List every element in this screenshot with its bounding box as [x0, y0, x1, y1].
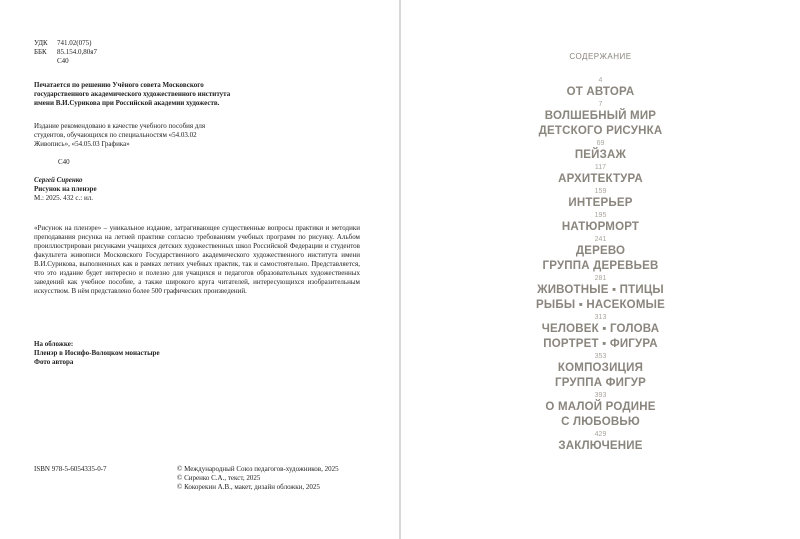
- author-name: Сергей Сиренко: [34, 176, 83, 184]
- author-code-repeat: С40: [58, 158, 70, 166]
- cover-label: На обложке:: [34, 340, 74, 348]
- toc-section-title: [401, 283, 800, 313]
- toc-page-number: 393: [594, 392, 607, 399]
- recommendation-note: Издание рекомендовано в качестве учебного пособия для студентов, обучающихся по специальностям «54.03.02 Живопись», «54.05.03 Графика»: [34, 122, 206, 148]
- udk-row: [34, 39, 97, 48]
- publication-decision: Печатается по решению Учёного совета Московского государственного академического художественного института имени В.И.Сурикова при Российской академии художеств.: [34, 81, 231, 107]
- toc-title-line: АРХИТЕКТУРА: [558, 173, 643, 185]
- toc-section-title: [401, 172, 800, 187]
- toc-page-number: 195: [594, 212, 607, 219]
- toc-page-number: 429: [594, 431, 607, 438]
- toc-section-title: [401, 439, 800, 454]
- toc-entry: [401, 391, 800, 430]
- toc-title-line: С ЛЮБОВЬЮ: [561, 416, 640, 428]
- toc-entry: [401, 352, 800, 391]
- udk-label: УДК: [34, 39, 48, 47]
- copyright-block: [177, 465, 377, 492]
- toc-page-number: 353: [594, 353, 607, 360]
- toc-section-title: [401, 361, 800, 391]
- cover-info: [34, 340, 234, 367]
- toc-title-line: ДЕТСКОГО РИСУНКА: [538, 125, 663, 137]
- toc-page-number: 4: [598, 77, 603, 84]
- toc-title-line: КОМПОЗИЦИЯ: [557, 362, 644, 374]
- toc-entry: [401, 163, 800, 187]
- toc-title-line: ДЕРЕВО: [575, 245, 626, 257]
- toc-title-line: ЖИВОТНЫЕ ▪ ПТИЦЫ: [537, 284, 664, 296]
- toc-title-line: ПЕЙЗАЖ: [574, 149, 627, 161]
- toc-title-line: ЗАКЛЮЧЕНИЕ: [558, 440, 643, 452]
- toc-title-line: НАТЮРМОРТ: [561, 221, 640, 233]
- toc-section-title: [401, 220, 800, 235]
- toc-entry: [401, 313, 800, 352]
- udk-value: 741.02(075): [57, 39, 92, 47]
- bbk-value: 85.154.0,80я7: [57, 48, 97, 56]
- annotation: «Рисунок на пленэре» – уникальное издание, затрагивающее существенные вопросы практики и методики преподавания рисунка на летней практике согласно требованиям учебных программ по рисунку. Альбом проиллюстрирован рисунками учащихся детских художественных школ Российской Федерации и студентов факультета живописи Московского Государственного академического художественного института имени В.И.Сурикова, выполненных как в рамках летних учебных практик, так и самостоятельно. Представляется, что это издание будет интересно и полезно для учащихся и педагогов образовательных художественных заведений как учебное пособие, а также широкого круга читателей, интересующихся изобразительным искусством. В нём представлено более 500 графических произведений.: [34, 224, 360, 295]
- toc-entry: [401, 139, 800, 163]
- cover-caption: Пленэр в Иосифо-Волоцком монастыре: [34, 349, 160, 357]
- toc-page-number: 7: [598, 101, 603, 108]
- toc-entry: [401, 187, 800, 211]
- toc-title-line: РЫБЫ ▪ НАСЕКОМЫЕ: [536, 299, 665, 311]
- toc-section-title: [401, 85, 800, 100]
- toc-title-line: ПОРТРЕТ ▪ ФИГУРА: [543, 338, 658, 350]
- toc-entry: [401, 211, 800, 235]
- toc-title-line: ЧЕЛОВЕК ▪ ГОЛОВА: [541, 323, 660, 335]
- toc-entry: [401, 100, 800, 139]
- bibliographic-entry: [34, 176, 234, 203]
- author-code: С40: [57, 57, 69, 65]
- toc-section-title: [401, 109, 800, 139]
- toc-title-line: ГРУППА ФИГУР: [554, 377, 647, 389]
- toc-page-number: 117: [594, 164, 607, 171]
- toc-title-line: О МАЛОЙ РОДИНЕ: [545, 401, 656, 413]
- isbn: ISBN 978-5-6054335-0-7: [34, 465, 107, 473]
- toc-section-title: [401, 148, 800, 163]
- toc-title-line: ИНТЕРЬЕР: [568, 197, 633, 209]
- book-title: Рисунок на пленэре: [34, 185, 97, 193]
- toc-page-number: 241: [594, 236, 607, 243]
- toc-entry: [401, 274, 800, 313]
- toc-entry: [401, 430, 800, 454]
- toc-heading: СОДЕРЖАНИЕ: [569, 52, 632, 61]
- imprint: М.: 2025. 432 с.: ил.: [34, 194, 93, 202]
- toc-entry: [401, 235, 800, 274]
- toc-title-line: ГРУППА ДЕРЕВЬЕВ: [542, 260, 659, 272]
- toc-section-title: [401, 244, 800, 274]
- bbk-label: ББК: [34, 48, 47, 56]
- toc-page-number: 281: [594, 275, 607, 282]
- classification-block: [34, 39, 97, 66]
- toc-section-title: [401, 196, 800, 211]
- toc-section-title: [401, 400, 800, 430]
- toc-section-title: [401, 322, 800, 352]
- toc-title-line: ВОЛШЕБНЫЙ МИР: [544, 110, 657, 122]
- table-of-contents: [401, 76, 800, 454]
- toc-page-number: 313: [594, 314, 607, 321]
- copyright-line: © Международный Союз педагогов-художников, 2025: [177, 465, 339, 473]
- copyright-line: © Кокорекин А.В., макет, дизайн обложки, 2025: [177, 483, 320, 491]
- bbk-row: [34, 48, 97, 57]
- toc-entry: [401, 76, 800, 100]
- toc-page-number: 69: [596, 140, 605, 147]
- toc-page-number: 159: [594, 188, 607, 195]
- copyright-line: © Сиренко С.А., текст, 2025: [177, 474, 261, 482]
- toc-title-line: ОТ АВТОРА: [566, 86, 635, 98]
- cover-photo-credit: Фото автора: [34, 358, 74, 366]
